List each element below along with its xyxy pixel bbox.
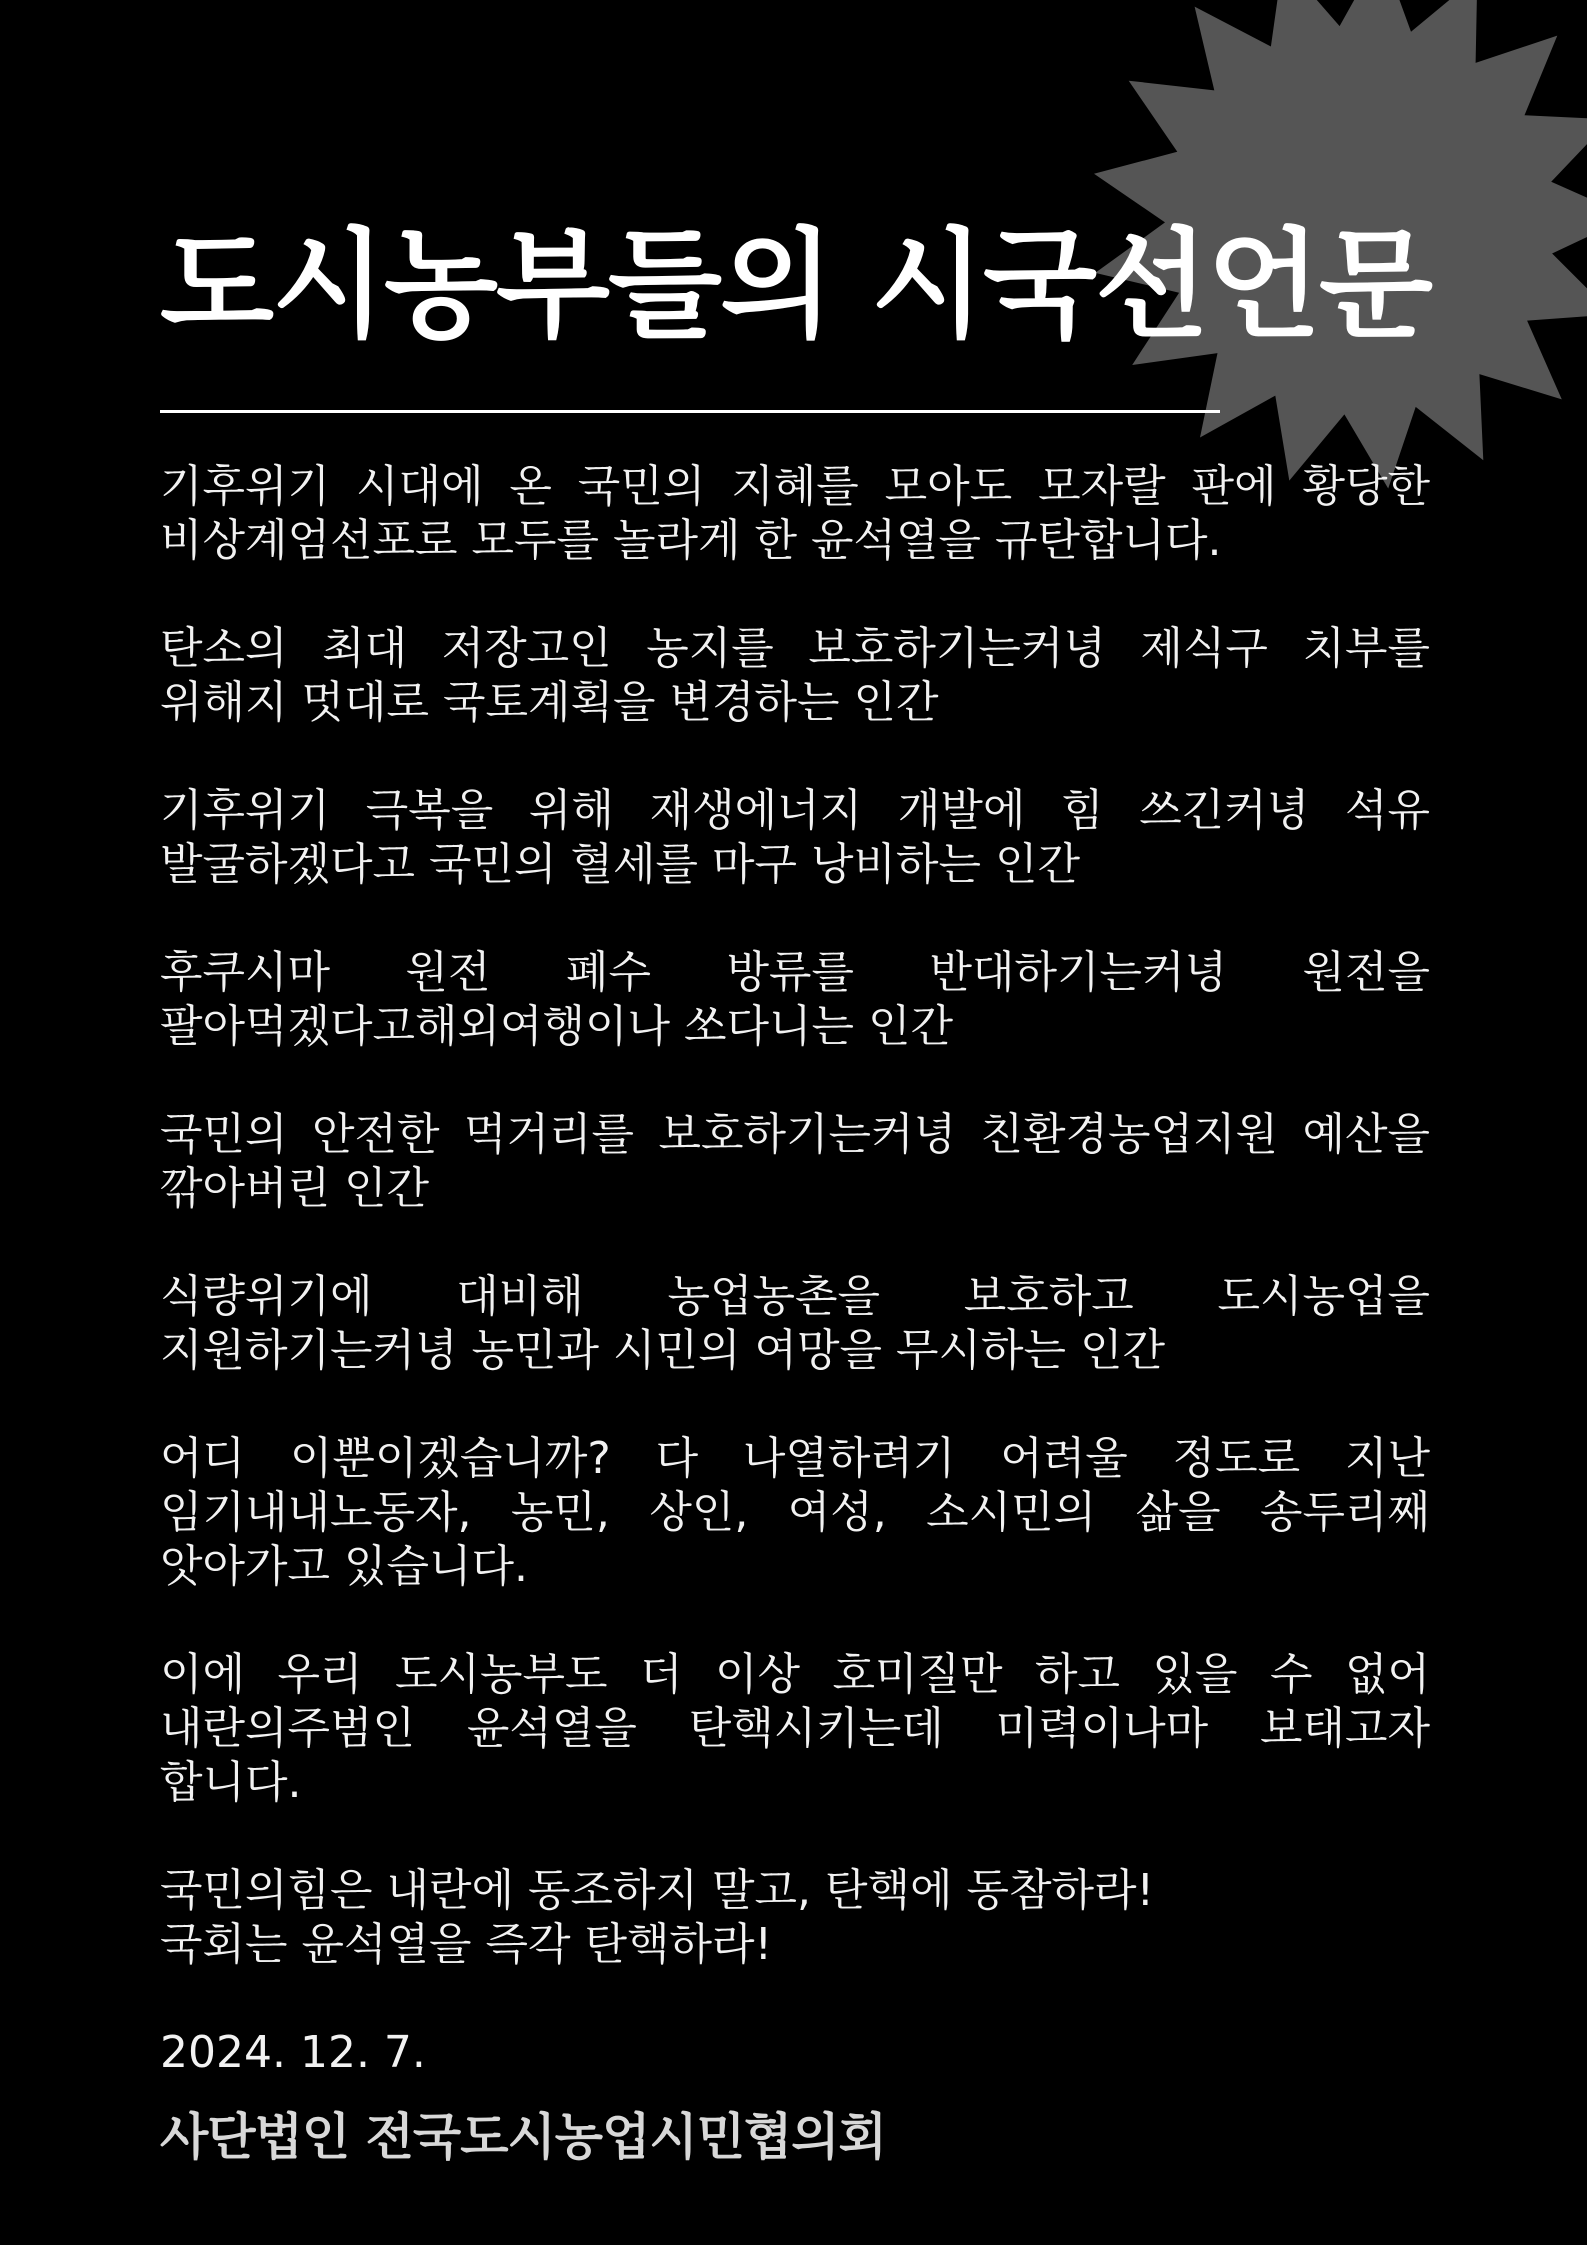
paragraph-5: 국민의 안전한 먹거리를 보호하기는커녕 친환경농업지원 예산을 깎아버린 인간	[160, 1109, 1430, 1214]
slogans	[160, 1864, 1430, 1972]
declaration-date: 2024. 12. 7.	[160, 2027, 426, 2078]
declaration-body	[160, 460, 1430, 2168]
paragraph-2: 탄소의 최대 저장고인 농지를 보호하기는커녕 제식구 치부를 위해지 멋대로 국토계획을 변경하는 인간	[160, 623, 1430, 728]
slogan-2: 국회는 윤석열을 즉각 탄핵하라!	[160, 1919, 773, 1970]
page-title: 도시농부들의 시국선언문	[160, 216, 1431, 354]
paragraph-6: 식량위기에 대비해 농업농촌을 보호하고 도시농업을 지원하기는커녕 농민과 시민의 여망을 무시하는 인간	[160, 1271, 1430, 1376]
paragraph-1: 기후위기 시대에 온 국민의 지혜를 모아도 모자랄 판에 황당한 비상계엄선포로 모두를 놀라게 한 윤석열을 규탄합니다.	[160, 461, 1430, 566]
paragraph-3: 기후위기 극복을 위해 재생에너지 개발에 힘 쓰긴커녕 석유 발굴하겠다고 국민의 혈세를 마구 낭비하는 인간	[160, 785, 1430, 890]
paragraph-4: 후쿠시마 원전 폐수 방류를 반대하기는커녕 원전을 팔아먹겠다고해외여행이나 쏘다니는 인간	[160, 947, 1430, 1052]
slogan-1: 국민의힘은 내란에 동조하지 말고, 탄핵에 동참하라!	[160, 1865, 1155, 1916]
title-divider	[160, 410, 1220, 413]
paragraph-7: 어디 이뿐이겠습니까? 다 나열하려기 어려울 정도로 지난 임기내내노동자, 농민, 상인, 여성, 소시민의 삶을 송두리째 앗아가고 있습니다.	[160, 1433, 1430, 1592]
organization-name: 사단법인 전국도시농업시민협의회	[160, 2108, 886, 2166]
paragraph-8: 이에 우리 도시농부도 더 이상 호미질만 하고 있을 수 없어 내란의주범인 윤석열을 탄핵시키는데 미력이나마 보태고자 합니다.	[160, 1649, 1430, 1808]
